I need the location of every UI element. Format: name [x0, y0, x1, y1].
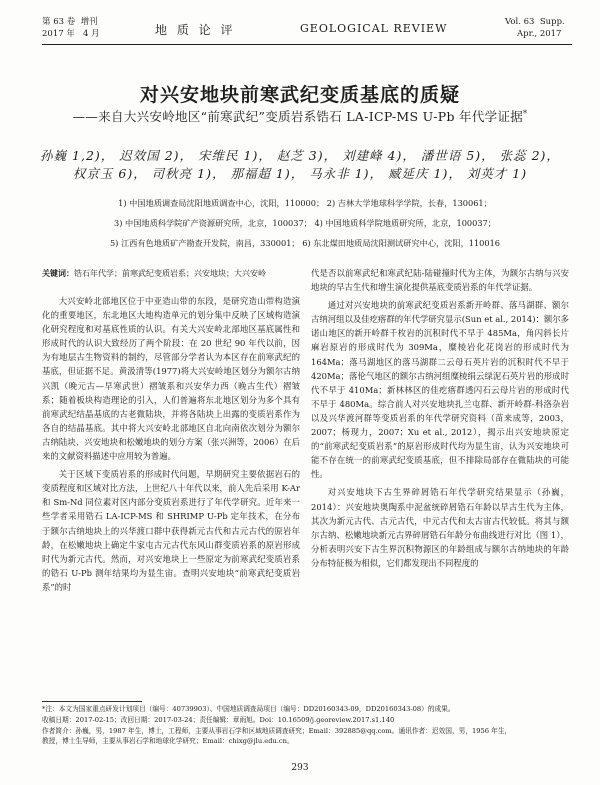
header-volume-right: Vol. 63 Supp. — [505, 17, 565, 27]
affiliation-line-1: 1) 中国地质调查局沈阳地质调查中心，沈阳，110000； 2) 吉林大学地球科学学院，长春，130061； — [118, 198, 492, 208]
keywords — [42, 268, 302, 279]
page-number: 293 — [291, 763, 309, 773]
subtitle-footnote-mark: * — [523, 108, 528, 118]
affiliation-line-3: 5) 江西有色地质矿产勘查开发院，南昌，330001； 6) 东北煤田地质局沈阳测试研究中心，沈阳，110016 — [109, 238, 501, 248]
header-date-right: Apr., 2017 — [517, 29, 562, 39]
paper-subtitle: ——来自大兴安岭地区“前寒武纪”变质岩系锆石 LA-ICP-MS U-Pb 年代学证据* — [72, 108, 528, 124]
footnote-funding: *注：本文为国家重点研发计划项目（编号：40739903）、中国地质调查局项目（编号：DD20160343-09，DD20160343-08）的成果。 — [42, 705, 455, 713]
body-paragraph: 关于区域下变质岩系的形成时代问题，早期研究主要依据岩石的变质程度和区域对比方法，上世纪八十年代以来，前人先后采用 K-Ar 和 Sm-Nd 同位素对区内部分变质岩系进行了年代学研究。近年来一些学者采用锆石 LA-ICP-MS 和 SHRIMP U-Pb 定年技术，在分布于额尔古纳地块上的兴华渡口群中获得新元古代和古元古代的原岩年龄，在松嫩地块上确定牛家屯古元古代东风山群变质岩系的原岩形成时代为新元古代。然而，对兴安地块上一些原定为前寒武纪变质岩系的锆石 U-Pb 测年结果均为显生宙。查明兴安地块“前寒武纪变质岩系”的时 — [42, 469, 300, 592]
body-paragraph: 代是否以前寒武纪和寒武纪陆-陆碰撞时代为主体，为额尔古纳与兴安地块的早古生代和增生演化提供基底变质岩系的年代学证据。 — [311, 268, 569, 293]
authors-line-1: 孙巍 1,2)， 迟效国 2)， 宋维民 1)， 赵芝 3)， 刘建峰 4)， 潘世语 5)， 张蕊 2)， — [40, 148, 560, 163]
body-paragraph: 通过对兴安地块的前寒武纪变质岩系新开岭群、落马湖群、额尔古纳河组以及佳疙瘩群的年代学研究显示(Sun et al., 2014)：额尔多诺山地区的新开岭群千枚岩的沉积时代不早于 485Ma，角闪斜长片麻岩原岩的形成时代为 309Ma，糜棱岩化花岗岩的形成时代为 164Ma；落马湖地区的落马湖群二云母石英片岩的沉积时代不早于 420Ma；落伦气地区的额尔古纳河组糜棱绢云绿泥石英片岩的形成时代不早于 410Ma；新林林区的佳疙瘩群透闪石云母片岩的形成时代不早于 480Ma。综合前人对兴安地块扎兰屯群、新开岭群-科洛杂岩以及兴华渡河群等变质岩系的年代学研究资料（苗来成等，2003，2007；杨现力，2007；Xu et al., 2012），揭示出兴安地块原定的“前寒武纪变质岩系”的原岩形成时代均为显生宙，认为兴安地块可能不存在统一的前寒武纪变质基底，但不排除局部存在微陆块的可能性。 — [311, 300, 569, 480]
header-volume-left: 第 63 卷 增刊 — [42, 17, 98, 27]
paper-title: 对兴安地块前寒武纪变质基底的质疑 — [139, 84, 460, 106]
header-supplement-right: Supp. — [539, 17, 565, 27]
header-rule — [42, 44, 572, 45]
body-paragraph: 对兴安地块下古生界碎屑锆石年代学研究结果显示（孙巍，2014）：兴安地块奥陶系中泥盆统碎屑锆石年龄以早古生代为主体，其次为新元古代、古元古代，中元古代和太古宙古代较低。将其与额尔古纳、松嫩地块新元古界碎屑锆石年龄分布曲线进行对比（图 1），分析表明兴安下古生界沉积物源区的年龄组成与额尔古纳地块的年龄分布特征极为相似，它们都发现出不同程度的 — [311, 487, 569, 568]
journal-title-en: GEOLOGICAL REVIEW — [300, 22, 448, 35]
footnote-dates: 收稿日期：2017-02-15；改回日期：2017-03-24；责任编辑：章雨旭。Doi：10.16509/j.georeview.2017.s1.140 — [42, 715, 395, 724]
footnote-author-bio-cont: 教授，博士生导师，主要从事岩石学和地球化学研究；Email：chixg@jlu.edu.cn。 — [42, 737, 294, 746]
keywords-label: 关键词： — [42, 268, 74, 278]
header-supplement-left: 增刊 — [80, 17, 98, 27]
footnote-author-bio: 作者简介：孙巍，男，1987 年生，博士，工程师，主要从事岩石学和区域地质调查研究；Email：392885@qq.com。通讯作者：迟效国，男，1956 年生， — [42, 726, 512, 735]
body-paragraph: 大兴安岭北部地区位于中亚造山带的东段，是研究造山带构造演化的重要地区，东北地区大地构造单元的划分集中反映了区域构造演化研究程度和对基底性质的认识。有关大兴安岭北部地区基底属性和形成时代的认识大致经历了两个阶段：在 20 世纪 90 年代以前，因为有地层古生物资料的制约，尽管部分学者认为本区存在前寒武纪的基底，但证据不足。黄汲清等(1977)将大兴安岭地区划分为额尔古纳兴凯（晚元古—早寒武世）褶皱系和兴安华力西（晚古生代）褶皱系；随着板块构造理论的引入，人们普遍将东北地区划分为多个具有前寒武纪结晶基底的古老微陆块，并将各陆块上出露的变质岩系作为各自的结晶基底。其中将大兴安岭北部地区自北向南依次划分为额尔古纳陆块、兴安地块和松嫩地块的划分方案（张兴洲等，2006）在后来的文献资料描述中应用较为普遍。 — [42, 296, 300, 462]
body-left-column — [42, 294, 300, 594]
affiliation-line-2: 3) 中国地质科学院矿产资源研究所，北京，100037； 4) 中国地质科学院地质研究所，北京，100037； — [114, 218, 496, 228]
authors-line-2: 权京玉 6)， 司秋亮 1)， 那福超 1)， 马永非 1)， 臧延庆 1)， 刘英才 1) — [72, 166, 528, 181]
header-date-left: 2017 年 4 月 — [42, 29, 100, 39]
keywords-text: 锆石年代学；前寒武纪变质岩系；兴安地块；大兴安岭 — [74, 269, 266, 278]
body-right-column — [311, 266, 569, 570]
journal-title-cn: 地 质 论 评 — [155, 23, 236, 37]
footnote-rule — [42, 701, 142, 702]
footnotes — [42, 704, 572, 747]
header-month-left: 4 月 — [82, 29, 100, 39]
